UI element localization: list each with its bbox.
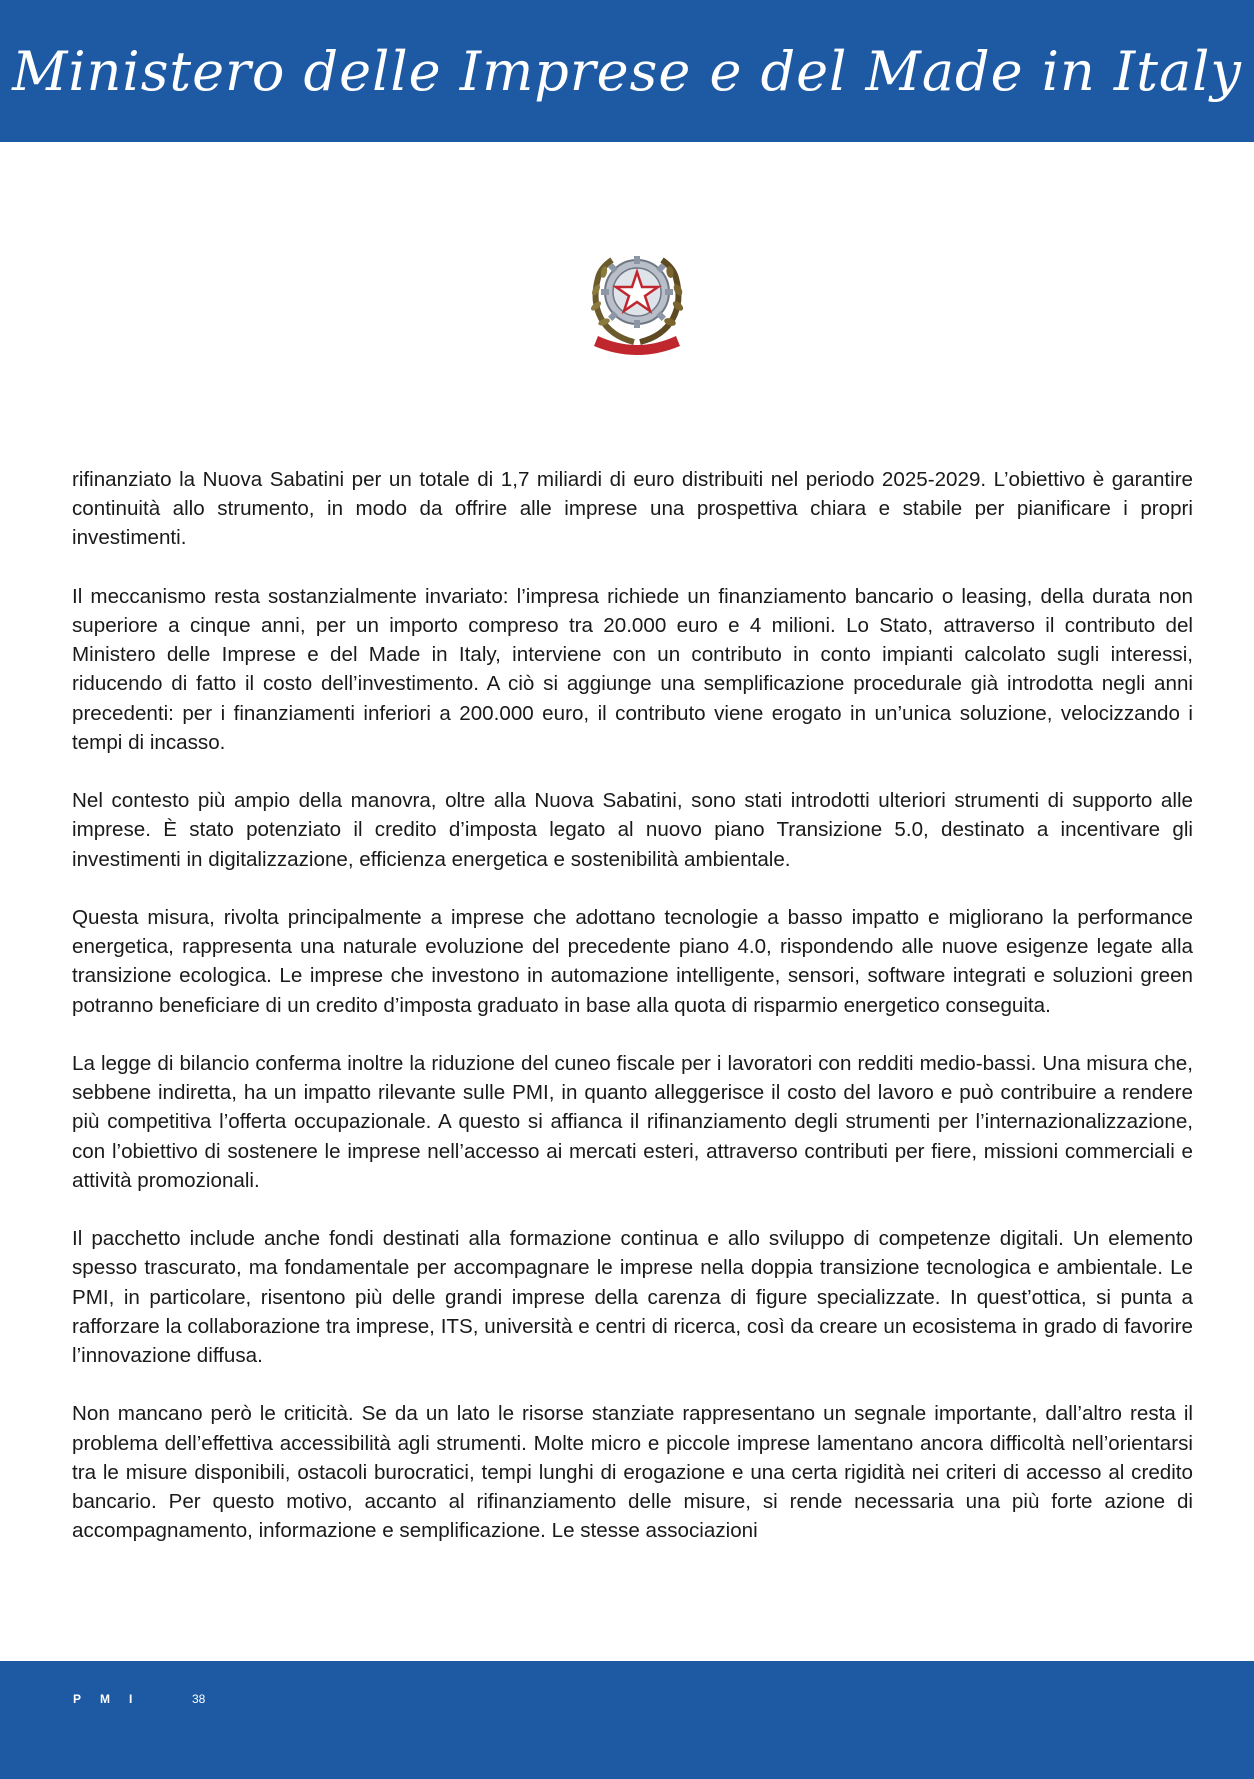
paragraph: Questa misura, rivolta principalmente a imprese che adottano tecnologie a basso impatto e migliorano la performance energetica, rappresenta una naturale evoluzione del precedente piano 4.0, rispondendo alle nuove esigenze legate alla transizione ecologica. Le imprese che investono in automazione intelligente, sensori, software integrati e soluzioni green potranno beneficiare di un credito d’imposta graduato in base alla quota di risparmio energetico conseguita. [72, 906, 1193, 1017]
paragraph: Il pacchetto include anche fondi destinati alla formazione continua e allo sviluppo di competenze digitali. Un elemento spesso trascurato, ma fondamentale per accompagnare le imprese nella doppia transizione tecnologica e ambientale. Le PMI, in particolare, risentono più delle grandi imprese della carenza di figure specializzate. In quest’ottica, si punta a rafforzare la collaborazione tra imprese, ITS, università e centri di ricerca, così da creare un ecosistema in grado di favorire l’innovazione diffusa. [72, 1227, 1193, 1368]
header-title: Ministero delle Imprese e del Made in Italy [12, 40, 1242, 103]
page-number: 38 [192, 1692, 206, 1706]
ribbon [594, 336, 680, 355]
paragraph: La legge di bilancio conferma inoltre la riduzione del cuneo fiscale per i lavoratori con redditi medio-bassi. Una misura che, sebbene indiretta, ha un impatto rilevante sulle PMI, in quanto alleggerisce il costo del lavoro e può contribuire a rendere più competitiva l’offerta occupazionale. A questo si affianca il rifinanziamento degli strumenti per l’internazionalizzazione, con l’obiettivo di sostenere le imprese nell’accesso ai mercati esteri, attraverso contributi per fiere, missioni commerciali e attività promozionali. [72, 1052, 1193, 1192]
footer-bar [0, 1661, 1254, 1779]
footer-label: PMI [73, 1692, 152, 1706]
emblem-of-italy-icon [582, 242, 692, 362]
paragraph: Nel contesto più ampio della manovra, oltre alla Nuova Sabatini, sono stati introdotti ulteriori strumenti di supporto alle imprese. È stato potenziato il credito d’imposta legato al nuovo piano Transizione 5.0, destinato a incentivare gli investimenti in digitalizzazione, efficienza energetica e sostenibilità ambientale. [72, 789, 1193, 871]
paragraph: Il meccanismo resta sostanzialmente invariato: l’impresa richiede un finanziamento bancario o leasing, della durata non superiore a cinque anni, per un importo compreso tra 20.000 euro e 4 milioni. Lo Stato, attraverso il contributo del Ministero delle Imprese e del Made in Italy, interviene con un contributo in conto impianti calcolato sugli interessi, riducendo di fatto il costo dell’investimento. A ciò si aggiunge una semplificazione procedurale già introdotta negli anni precedenti: per i finanziamenti inferiori a 200.000 euro, il contributo viene erogato in un’unica soluzione, velocizzando i tempi di incasso. [72, 584, 1193, 754]
article-body [72, 465, 1193, 1575]
paragraph: Non mancano però le criticità. Se da un lato le risorse stanziate rappresentano un segnale importante, dall’altro resta il problema dell’effettiva accessibilità agli strumenti. Molte micro e piccole imprese lamentano ancora difficoltà nell’orientarsi tra le misure disponibili, ostacoli burocratici, tempi lunghi di erogazione e una certa rigidità nei criteri di accesso al credito bancario. Per questo motivo, accanto al rifinanziamento delle misure, si rende necessaria una più forte azione di accompagnamento, informazione e semplificazione. Le stesse associazioni [72, 1402, 1193, 1543]
header-bar [0, 0, 1254, 142]
paragraph: rifinanziato la Nuova Sabatini per un totale di 1,7 miliardi di euro distribuiti nel periodo 2025-2029. L’obiettivo è garantire continuità allo strumento, in modo da offrire alle imprese una prospettiva chiara e stabile per pianificare i propri investimenti. [72, 468, 1193, 550]
